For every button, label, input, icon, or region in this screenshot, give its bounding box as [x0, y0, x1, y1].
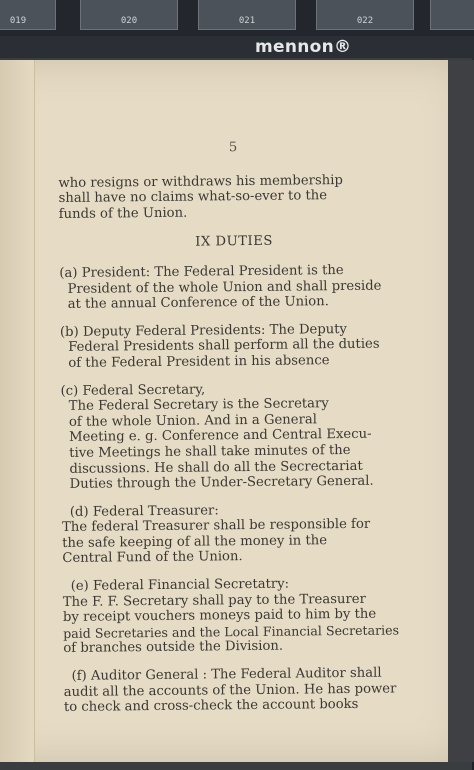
frame-number: 021 — [238, 16, 256, 26]
page-number: 5 — [228, 140, 238, 156]
text-line: who resigns or withdraws his membership — [58, 172, 343, 191]
text-line: Central Fund of the Union. — [62, 549, 243, 567]
text-line: shall have no claims what-so-ever to the — [58, 188, 328, 207]
text-line: (e) Federal Financial Secretatry: — [70, 576, 290, 594]
text-line: (c) Federal Secretary, — [60, 382, 206, 399]
film-strip — [0, 0, 474, 36]
text-line: (b) Deputy Federal Presidents: The Deputy — [59, 321, 348, 340]
text-line: Meeting e. g. Conference and Central Execu- — [69, 427, 372, 446]
text-line: of branches outside the Division. — [63, 639, 284, 657]
text-line: funds of the Union. — [58, 205, 188, 222]
frame-thumbnail — [0, 0, 56, 30]
section-auditor-general — [64, 665, 414, 715]
section-federal-treasurer — [62, 501, 413, 567]
text-line: Duties through the Under-Secretary General. — [69, 473, 374, 492]
text-line: audit all the accounts of the Union. He has power — [63, 681, 397, 700]
text-line: to check and cross-check the account books — [63, 697, 359, 716]
text-line: paid Secretaries and the Local Financial Secretaries — [63, 622, 400, 641]
section-federal-secretary — [61, 380, 412, 493]
text-line: tive Meetings he shall take minutes of the — [69, 442, 351, 461]
text-line: The federal Treasurer shall be responsible for — [61, 517, 371, 536]
text-line: (d) Federal Treasurer: — [69, 503, 219, 520]
text-line: (f) Auditor General : The Federal Auditor shall — [71, 665, 382, 684]
frame-number: 020 — [120, 16, 138, 26]
text-line: The F. F. Secretary shall pay to the Treasurer — [62, 591, 366, 610]
text-line: by receipt vouchers moneys paid to him by the — [62, 606, 377, 626]
frame-thumbnail — [316, 0, 414, 30]
text-line: at the annual Conference of the Union. — [67, 294, 329, 313]
background-edge — [448, 60, 474, 762]
section-heading: IX DUTIES — [195, 234, 273, 250]
frame-thumbnail — [198, 0, 296, 30]
frame-number: 022 — [356, 16, 374, 26]
frame-thumbnail — [430, 0, 474, 30]
text-line: The Federal Secretary is the Secretary — [68, 396, 329, 415]
text-line: Federal Presidents shall perform all the duties — [68, 336, 380, 356]
text-line: the safe keeping of all the money in the — [62, 533, 328, 551]
section-president — [59, 262, 409, 312]
section-deputy-presidents — [60, 321, 410, 371]
text-line: (a) President: The Federal President is the — [59, 262, 344, 281]
text-line: President of the whole Union and shall preside — [67, 278, 382, 297]
text-line: discussions. He shall do all the Secrectariat — [69, 458, 363, 477]
intro-paragraph — [58, 172, 408, 222]
page-fold-edge — [0, 60, 35, 762]
text-line: of the Federal President in his absence — [68, 353, 330, 371]
frame-number: 019 — [9, 16, 27, 26]
text-line: of the whole Union. And in a General — [68, 412, 318, 430]
document-text — [58, 138, 414, 727]
section-financial-secretary — [63, 575, 414, 657]
frame-thumbnail — [80, 0, 178, 30]
brand-logo: mennon® — [255, 37, 352, 57]
scanner-bar — [0, 36, 474, 60]
